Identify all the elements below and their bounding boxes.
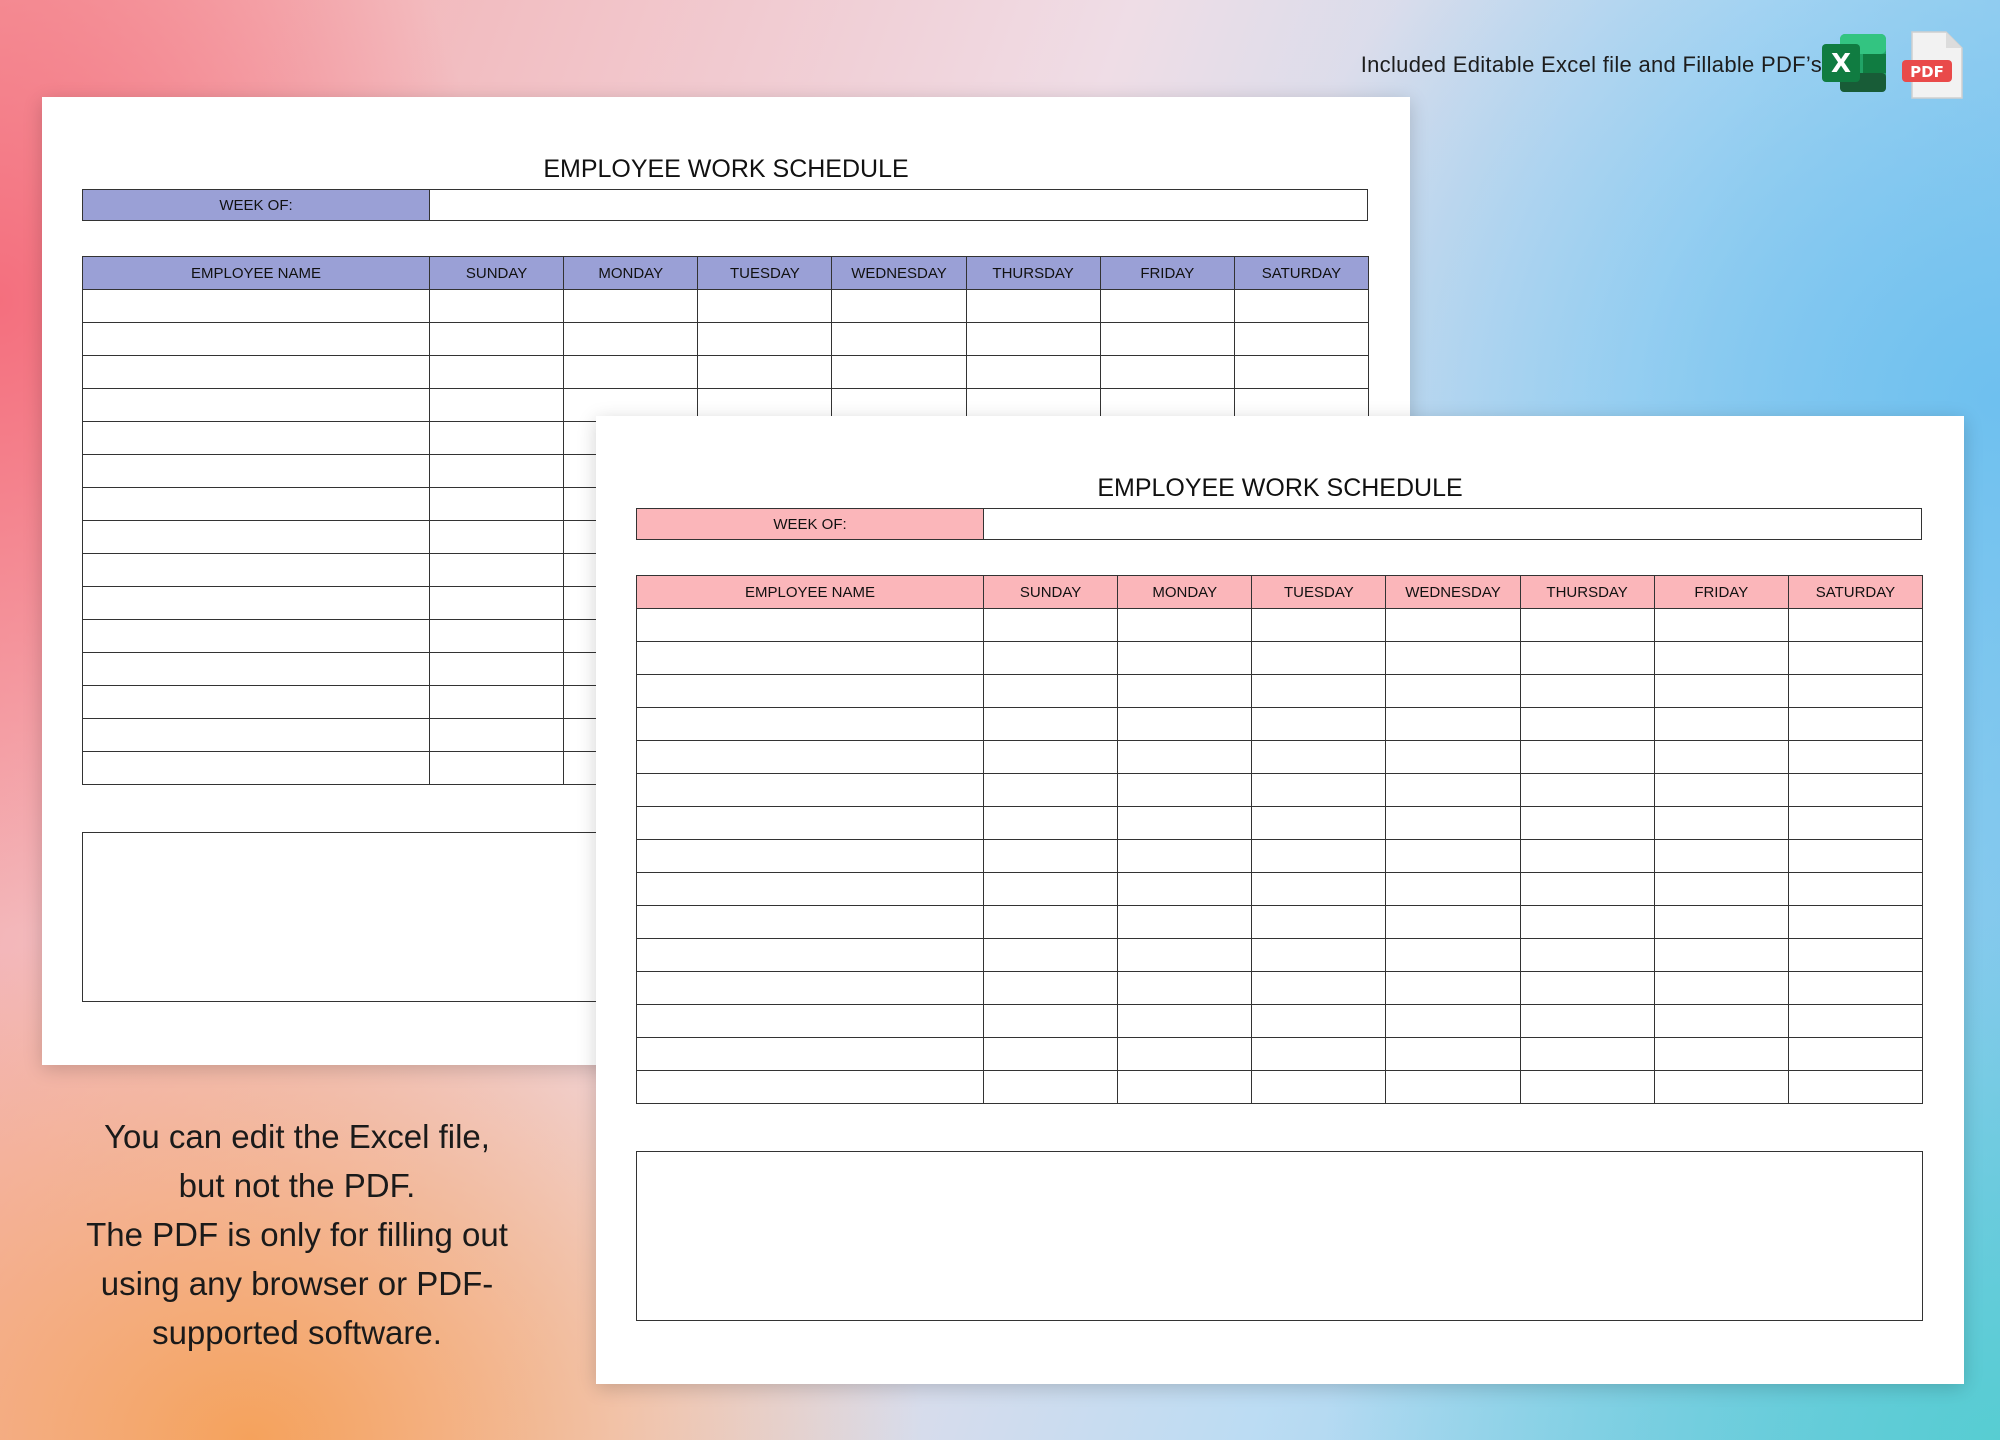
shift-cell[interactable] — [1118, 1005, 1252, 1038]
shift-cell[interactable] — [984, 1071, 1118, 1104]
shift-cell[interactable] — [984, 1005, 1118, 1038]
shift-cell[interactable] — [1520, 906, 1654, 939]
shift-cell[interactable] — [698, 290, 832, 323]
schedule-header-row — [637, 576, 1923, 609]
shift-cell[interactable] — [430, 719, 564, 752]
employee-name-cell[interactable] — [83, 389, 430, 422]
table-row — [637, 906, 1923, 939]
shift-cell[interactable] — [1252, 906, 1386, 939]
table-row — [637, 609, 1923, 642]
shift-cell[interactable] — [430, 587, 564, 620]
shift-cell[interactable] — [1100, 323, 1234, 356]
shift-cell[interactable] — [1252, 807, 1386, 840]
employee-name-cell[interactable] — [83, 521, 430, 554]
shift-cell[interactable] — [1788, 972, 1922, 1005]
shift-cell[interactable] — [1386, 774, 1520, 807]
excel-icon — [1822, 32, 1888, 94]
editing-caption — [40, 1112, 554, 1357]
shift-cell[interactable] — [984, 642, 1118, 675]
employee-name-cell[interactable] — [637, 873, 984, 906]
shift-cell[interactable] — [1386, 708, 1520, 741]
shift-cell[interactable] — [430, 620, 564, 653]
shift-cell[interactable] — [1386, 873, 1520, 906]
column-header-wednesday: WEDNESDAY — [1386, 576, 1520, 609]
week-of-row — [636, 508, 1922, 540]
shift-cell[interactable] — [1654, 840, 1788, 873]
employee-name-cell[interactable] — [637, 906, 984, 939]
employee-name-cell[interactable] — [637, 708, 984, 741]
employee-name-cell[interactable] — [637, 1005, 984, 1038]
shift-cell[interactable] — [1386, 807, 1520, 840]
shift-cell[interactable] — [1654, 675, 1788, 708]
shift-cell[interactable] — [1386, 939, 1520, 972]
employee-name-cell[interactable] — [83, 290, 430, 323]
shift-cell[interactable] — [1100, 290, 1234, 323]
shift-cell[interactable] — [1654, 1005, 1788, 1038]
excel-icon-letter: X — [1830, 49, 1852, 79]
shift-cell[interactable] — [1118, 642, 1252, 675]
column-header-tuesday: TUESDAY — [698, 257, 832, 290]
employee-name-cell[interactable] — [637, 741, 984, 774]
caption-line: You can edit the Excel file, — [104, 1118, 490, 1155]
employee-name-cell[interactable] — [83, 752, 430, 785]
table-row — [83, 290, 1369, 323]
employee-name-cell[interactable] — [83, 323, 430, 356]
column-header-thursday: THURSDAY — [1520, 576, 1654, 609]
shift-cell[interactable] — [1520, 972, 1654, 1005]
column-header-monday: MONDAY — [564, 257, 698, 290]
shift-cell[interactable] — [430, 653, 564, 686]
shift-cell[interactable] — [1252, 774, 1386, 807]
employee-name-cell[interactable] — [83, 554, 430, 587]
shift-cell[interactable] — [1252, 1071, 1386, 1104]
shift-cell[interactable] — [1788, 1005, 1922, 1038]
shift-cell[interactable] — [1520, 840, 1654, 873]
shift-cell[interactable] — [1788, 741, 1922, 774]
employee-name-cell[interactable] — [83, 488, 430, 521]
shift-cell[interactable] — [1386, 1005, 1520, 1038]
shift-cell[interactable] — [1788, 675, 1922, 708]
shift-cell[interactable] — [1654, 642, 1788, 675]
shift-cell[interactable] — [984, 1038, 1118, 1071]
employee-name-cell[interactable] — [637, 675, 984, 708]
table-row — [637, 840, 1923, 873]
included-files-banner: Included Editable Excel file and Fillable PDF’s — [1360, 52, 1822, 77]
shift-cell[interactable] — [1654, 609, 1788, 642]
table-row — [83, 323, 1369, 356]
shift-cell[interactable] — [698, 323, 832, 356]
table-row — [637, 708, 1923, 741]
shift-cell[interactable] — [1788, 774, 1922, 807]
shift-cell[interactable] — [1386, 906, 1520, 939]
shift-cell[interactable] — [1252, 642, 1386, 675]
shift-cell[interactable] — [1118, 840, 1252, 873]
shift-cell[interactable] — [430, 488, 564, 521]
employee-name-cell[interactable] — [637, 840, 984, 873]
shift-cell[interactable] — [1118, 939, 1252, 972]
shift-cell[interactable] — [1654, 939, 1788, 972]
employee-name-cell[interactable] — [637, 774, 984, 807]
shift-cell[interactable] — [984, 840, 1118, 873]
employee-name-cell[interactable] — [83, 356, 430, 389]
shift-cell[interactable] — [1118, 1071, 1252, 1104]
table-row — [637, 1071, 1923, 1104]
shift-cell[interactable] — [1788, 873, 1922, 906]
shift-cell[interactable] — [1520, 807, 1654, 840]
column-header-tuesday: TUESDAY — [1252, 576, 1386, 609]
table-row — [637, 873, 1923, 906]
shift-cell[interactable] — [1252, 609, 1386, 642]
shift-cell[interactable] — [1118, 1038, 1252, 1071]
employee-name-cell[interactable] — [637, 1038, 984, 1071]
shift-cell[interactable] — [1118, 609, 1252, 642]
shift-cell[interactable] — [1520, 1071, 1654, 1104]
column-header-thursday: THURSDAY — [966, 257, 1100, 290]
week-of-row — [82, 189, 1368, 221]
shift-cell[interactable] — [1788, 642, 1922, 675]
table-row — [637, 642, 1923, 675]
shift-cell[interactable] — [1520, 873, 1654, 906]
shift-cell[interactable] — [984, 873, 1118, 906]
shift-cell[interactable] — [984, 972, 1118, 1005]
schedule-header-row — [83, 257, 1369, 290]
shift-cell[interactable] — [1118, 774, 1252, 807]
shift-cell[interactable] — [984, 774, 1118, 807]
column-header-wednesday: WEDNESDAY — [832, 257, 966, 290]
shift-cell[interactable] — [1252, 873, 1386, 906]
table-row — [637, 807, 1923, 840]
table-row — [637, 972, 1923, 1005]
shift-cell[interactable] — [1386, 972, 1520, 1005]
shift-cell[interactable] — [1118, 708, 1252, 741]
shift-cell[interactable] — [1654, 1071, 1788, 1104]
shift-cell[interactable] — [564, 356, 698, 389]
pdf-icon-label: PDF — [1910, 63, 1944, 81]
shift-cell[interactable] — [1788, 1038, 1922, 1071]
table-row — [637, 774, 1923, 807]
column-header-monday: MONDAY — [1118, 576, 1252, 609]
caption-line: using any browser or PDF- — [100, 1265, 494, 1302]
week-of-field[interactable] — [984, 509, 1921, 539]
shift-cell[interactable] — [1252, 1038, 1386, 1071]
employee-name-cell[interactable] — [637, 807, 984, 840]
column-header-saturday: SATURDAY — [1788, 576, 1922, 609]
shift-cell[interactable] — [1654, 906, 1788, 939]
shift-cell[interactable] — [832, 323, 966, 356]
caption-line: supported software. — [152, 1314, 442, 1351]
shift-cell[interactable] — [984, 741, 1118, 774]
notes-box[interactable] — [636, 1151, 1923, 1321]
shift-cell[interactable] — [1654, 873, 1788, 906]
employee-name-cell[interactable] — [83, 653, 430, 686]
shift-cell[interactable] — [1520, 675, 1654, 708]
table-row — [637, 1038, 1923, 1071]
shift-cell[interactable] — [430, 521, 564, 554]
shift-cell[interactable] — [564, 323, 698, 356]
schedule-title: EMPLOYEE WORK SCHEDULE — [543, 155, 909, 183]
column-header-employee-name: EMPLOYEE NAME — [637, 576, 984, 609]
schedule-title: EMPLOYEE WORK SCHEDULE — [1097, 474, 1463, 502]
shift-cell[interactable] — [1654, 774, 1788, 807]
shift-cell[interactable] — [1386, 609, 1520, 642]
shift-cell[interactable] — [832, 290, 966, 323]
shift-cell[interactable] — [1520, 642, 1654, 675]
shift-cell[interactable] — [984, 609, 1118, 642]
employee-name-cell[interactable] — [83, 620, 430, 653]
shift-cell[interactable] — [832, 356, 966, 389]
shift-cell[interactable] — [1118, 807, 1252, 840]
caption-line: but not the PDF. — [178, 1167, 416, 1204]
column-header-sunday: SUNDAY — [430, 257, 564, 290]
employee-name-cell[interactable] — [637, 972, 984, 1005]
shift-cell[interactable] — [430, 752, 564, 785]
week-of-label: WEEK OF: — [637, 509, 984, 539]
table-row — [637, 741, 1923, 774]
shift-cell[interactable] — [1386, 1038, 1520, 1071]
shift-cell[interactable] — [1386, 1071, 1520, 1104]
shift-cell[interactable] — [1520, 1038, 1654, 1071]
shift-cell[interactable] — [1788, 939, 1922, 972]
shift-cell[interactable] — [1788, 609, 1922, 642]
shift-cell[interactable] — [430, 356, 564, 389]
shift-cell[interactable] — [1520, 1005, 1654, 1038]
employee-name-cell[interactable] — [637, 1071, 984, 1104]
shift-cell[interactable] — [1788, 708, 1922, 741]
shift-cell[interactable] — [430, 455, 564, 488]
shift-cell[interactable] — [1788, 840, 1922, 873]
column-header-employee-name: EMPLOYEE NAME — [83, 257, 430, 290]
shift-cell[interactable] — [1520, 609, 1654, 642]
column-header-saturday: SATURDAY — [1234, 257, 1368, 290]
shift-cell[interactable] — [966, 290, 1100, 323]
pdf-file-icon — [1900, 30, 1968, 102]
column-header-friday: FRIDAY — [1100, 257, 1234, 290]
shift-cell[interactable] — [984, 807, 1118, 840]
employee-name-cell[interactable] — [637, 642, 984, 675]
shift-cell[interactable] — [564, 290, 698, 323]
shift-cell[interactable] — [1252, 1005, 1386, 1038]
shift-cell[interactable] — [430, 554, 564, 587]
shift-cell[interactable] — [430, 686, 564, 719]
shift-cell[interactable] — [1118, 972, 1252, 1005]
shift-cell[interactable] — [1386, 840, 1520, 873]
employee-name-cell[interactable] — [83, 587, 430, 620]
employee-name-cell[interactable] — [83, 686, 430, 719]
shift-cell[interactable] — [1788, 1071, 1922, 1104]
shift-cell[interactable] — [1118, 675, 1252, 708]
shift-cell[interactable] — [1252, 840, 1386, 873]
shift-cell[interactable] — [698, 356, 832, 389]
shift-cell[interactable] — [984, 906, 1118, 939]
shift-cell[interactable] — [1234, 356, 1368, 389]
shift-cell[interactable] — [984, 939, 1118, 972]
table-row — [637, 1005, 1923, 1038]
table-row — [637, 939, 1923, 972]
shift-cell[interactable] — [984, 675, 1118, 708]
shift-cell[interactable] — [1654, 708, 1788, 741]
shift-cell[interactable] — [1386, 642, 1520, 675]
shift-cell[interactable] — [1252, 972, 1386, 1005]
employee-name-cell[interactable] — [637, 939, 984, 972]
shift-cell[interactable] — [1252, 741, 1386, 774]
shift-cell[interactable] — [430, 422, 564, 455]
table-row — [637, 675, 1923, 708]
employee-name-cell[interactable] — [83, 455, 430, 488]
caption-line: The PDF is only for filling out — [86, 1216, 508, 1253]
shift-cell[interactable] — [430, 389, 564, 422]
shift-cell[interactable] — [1654, 1038, 1788, 1071]
shift-cell[interactable] — [1234, 323, 1368, 356]
shift-cell[interactable] — [1252, 939, 1386, 972]
shift-cell[interactable] — [430, 290, 564, 323]
shift-cell[interactable] — [1252, 675, 1386, 708]
shift-cell[interactable] — [1252, 708, 1386, 741]
shift-cell[interactable] — [1118, 873, 1252, 906]
column-header-friday: FRIDAY — [1654, 576, 1788, 609]
shift-cell[interactable] — [1118, 741, 1252, 774]
shift-cell[interactable] — [1520, 708, 1654, 741]
week-of-label: WEEK OF: — [83, 190, 430, 220]
shift-cell[interactable] — [1654, 972, 1788, 1005]
shift-cell[interactable] — [1118, 906, 1252, 939]
week-of-field[interactable] — [430, 190, 1367, 220]
employee-name-cell[interactable] — [83, 719, 430, 752]
shift-cell[interactable] — [1654, 741, 1788, 774]
shift-cell[interactable] — [1520, 741, 1654, 774]
shift-cell[interactable] — [1788, 906, 1922, 939]
employee-name-cell[interactable] — [83, 422, 430, 455]
shift-cell[interactable] — [1520, 939, 1654, 972]
schedule-table — [636, 575, 1923, 1104]
shift-cell[interactable] — [1386, 675, 1520, 708]
shift-cell[interactable] — [1788, 807, 1922, 840]
shift-cell[interactable] — [1100, 356, 1234, 389]
shift-cell[interactable] — [1654, 807, 1788, 840]
column-header-sunday: SUNDAY — [984, 576, 1118, 609]
shift-cell[interactable] — [1386, 741, 1520, 774]
shift-cell[interactable] — [966, 356, 1100, 389]
shift-cell[interactable] — [966, 323, 1100, 356]
schedule-sheet-pink — [596, 416, 1964, 1384]
shift-cell[interactable] — [430, 323, 564, 356]
table-row — [83, 356, 1369, 389]
shift-cell[interactable] — [1520, 774, 1654, 807]
shift-cell[interactable] — [984, 708, 1118, 741]
employee-name-cell[interactable] — [637, 609, 984, 642]
shift-cell[interactable] — [1234, 290, 1368, 323]
